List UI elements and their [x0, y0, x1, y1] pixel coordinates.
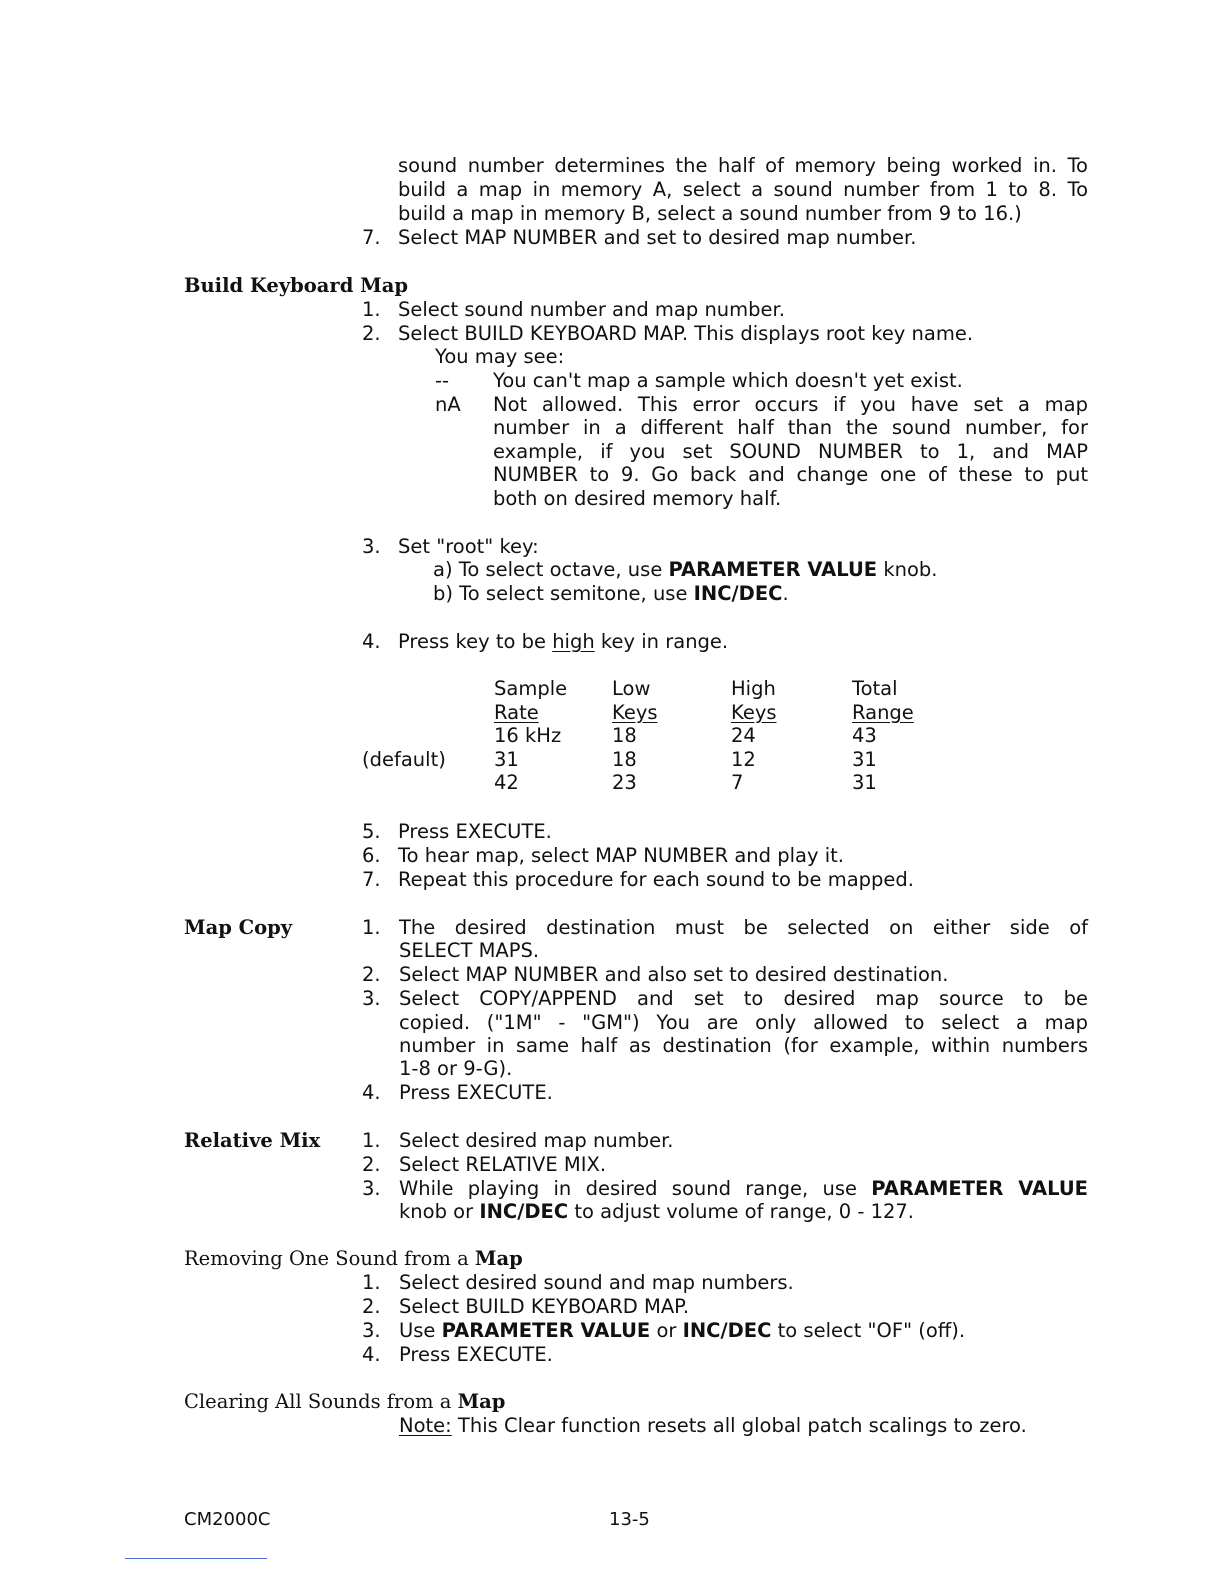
section-heading: Relative Mix	[184, 1129, 321, 1152]
error-text-line: both on desired memory half.	[493, 487, 782, 510]
step-number: 3.	[362, 1319, 381, 1342]
step-text: The desired destination must be selected on either side of	[399, 916, 1088, 939]
step-number: 3.	[362, 1177, 381, 1200]
table-cell: 31	[852, 748, 877, 771]
step-number: 1.	[362, 1271, 381, 1294]
table-cell: 23	[612, 771, 637, 794]
table-row-label: (default)	[362, 748, 446, 771]
table-header: Rate	[494, 701, 539, 724]
section-heading: Clearing All Sounds from a Map	[184, 1390, 506, 1413]
step-number: 1.	[362, 298, 381, 321]
intro-line: sound number determines the half of memory being worked in. To	[398, 154, 1088, 177]
step-number: 4.	[362, 1081, 381, 1104]
you-may-see-label: You may see:	[435, 345, 565, 368]
step-number: 1.	[362, 916, 381, 939]
note: Note: This Clear function resets all global patch scalings to zero.	[399, 1414, 1027, 1437]
step-text: number in same half as destination (for example, within numbers	[399, 1034, 1088, 1057]
table-header: Keys	[612, 701, 658, 724]
table-cell: 16 kHz	[494, 724, 562, 747]
table-cell: 31	[494, 748, 519, 771]
step-text: knob or INC/DEC to adjust volume of range, 0 - 127.	[399, 1200, 915, 1223]
substep-a: a) To select octave, use PARAMETER VALUE knob.	[433, 558, 938, 581]
step-text: Select MAP NUMBER and also set to desired destination.	[399, 963, 949, 986]
step-number: 4.	[362, 630, 381, 653]
step-text: Select COPY/APPEND and set to desired map source to be	[399, 987, 1088, 1010]
step-number: 2.	[362, 322, 381, 345]
step-text: Select sound number and map number.	[398, 298, 785, 321]
step-number: 4.	[362, 1343, 381, 1366]
error-text-line: number in a different half than the sound number, for	[493, 416, 1088, 439]
step-text: Select MAP NUMBER and set to desired map number.	[398, 226, 917, 249]
section-heading: Removing One Sound from a Map	[184, 1247, 523, 1270]
table-header: Total	[852, 677, 898, 700]
table-cell: 12	[731, 748, 756, 771]
step-text: Select RELATIVE MIX.	[399, 1153, 607, 1176]
page-number: 13-5	[609, 1509, 650, 1530]
step-text: Select desired sound and map numbers.	[399, 1271, 794, 1294]
divider	[125, 1558, 267, 1559]
intro-line: build a map in memory B, select a sound number from 9 to 16.)	[398, 202, 1022, 225]
step-number: 3.	[362, 535, 381, 558]
step-text: Press EXECUTE.	[399, 1081, 553, 1104]
footer-doc-id: CM2000C	[184, 1509, 271, 1530]
step-text: Press EXECUTE.	[399, 1343, 553, 1366]
error-text-line: Not allowed. This error occurs if you have set a map	[493, 393, 1088, 416]
table-header: Range	[852, 701, 914, 724]
step-number: 1.	[362, 1129, 381, 1152]
step-number: 5.	[362, 820, 381, 843]
step-number: 2.	[362, 963, 381, 986]
section-heading: Map Copy	[184, 916, 293, 939]
table-cell: 24	[731, 724, 756, 747]
intro-line: build a map in memory A, select a sound number from 1 to 8. To	[398, 178, 1088, 201]
table-cell: 18	[612, 748, 637, 771]
step-number: 6.	[362, 844, 381, 867]
step-number: 7.	[362, 868, 381, 891]
step-text: To hear map, select MAP NUMBER and play it.	[398, 844, 844, 867]
step-text: SELECT MAPS.	[399, 939, 540, 962]
step-text: Press EXECUTE.	[398, 820, 552, 843]
table-cell: 7	[731, 771, 744, 794]
table-cell: 18	[612, 724, 637, 747]
step-text: Select desired map number.	[399, 1129, 674, 1152]
error-text-line: example, if you set SOUND NUMBER to 1, and MAP	[493, 440, 1088, 463]
step-text: Select BUILD KEYBOARD MAP.	[399, 1295, 690, 1318]
error-code: --	[435, 369, 450, 392]
table-header: Low	[612, 677, 651, 700]
step-number: 7.	[362, 226, 381, 249]
step-text: Select BUILD KEYBOARD MAP. This displays root key name.	[398, 322, 974, 345]
table-header: High	[731, 677, 776, 700]
section-heading: Build Keyboard Map	[184, 274, 408, 297]
step-text: Set "root" key:	[398, 535, 539, 558]
table-header: Keys	[731, 701, 777, 724]
step-text: copied. ("1M" - "GM") You are only allowed to select a map	[399, 1011, 1088, 1034]
step-text: Press key to be high key in range.	[398, 630, 729, 653]
error-code: nA	[435, 393, 461, 416]
step-number: 3.	[362, 987, 381, 1010]
step-number: 2.	[362, 1153, 381, 1176]
step-number: 2.	[362, 1295, 381, 1318]
substep-b: b) To select semitone, use INC/DEC.	[433, 582, 789, 605]
table-cell: 31	[852, 771, 877, 794]
step-text: 1-8 or 9-G).	[399, 1057, 513, 1080]
error-text-line: NUMBER to 9. Go back and change one of these to put	[493, 463, 1088, 486]
table-cell: 42	[494, 771, 519, 794]
note-label: Note:	[399, 1414, 452, 1437]
error-text: You can't map a sample which doesn't yet exist.	[493, 369, 963, 392]
step-text: Use PARAMETER VALUE or INC/DEC to select "OF" (off).	[399, 1319, 966, 1342]
table-header: Sample	[494, 677, 568, 700]
step-text: While playing in desired sound range, use PARAMETER VALUE	[399, 1177, 1088, 1200]
step-text: Repeat this procedure for each sound to be mapped.	[398, 868, 914, 891]
table-cell: 43	[852, 724, 877, 747]
